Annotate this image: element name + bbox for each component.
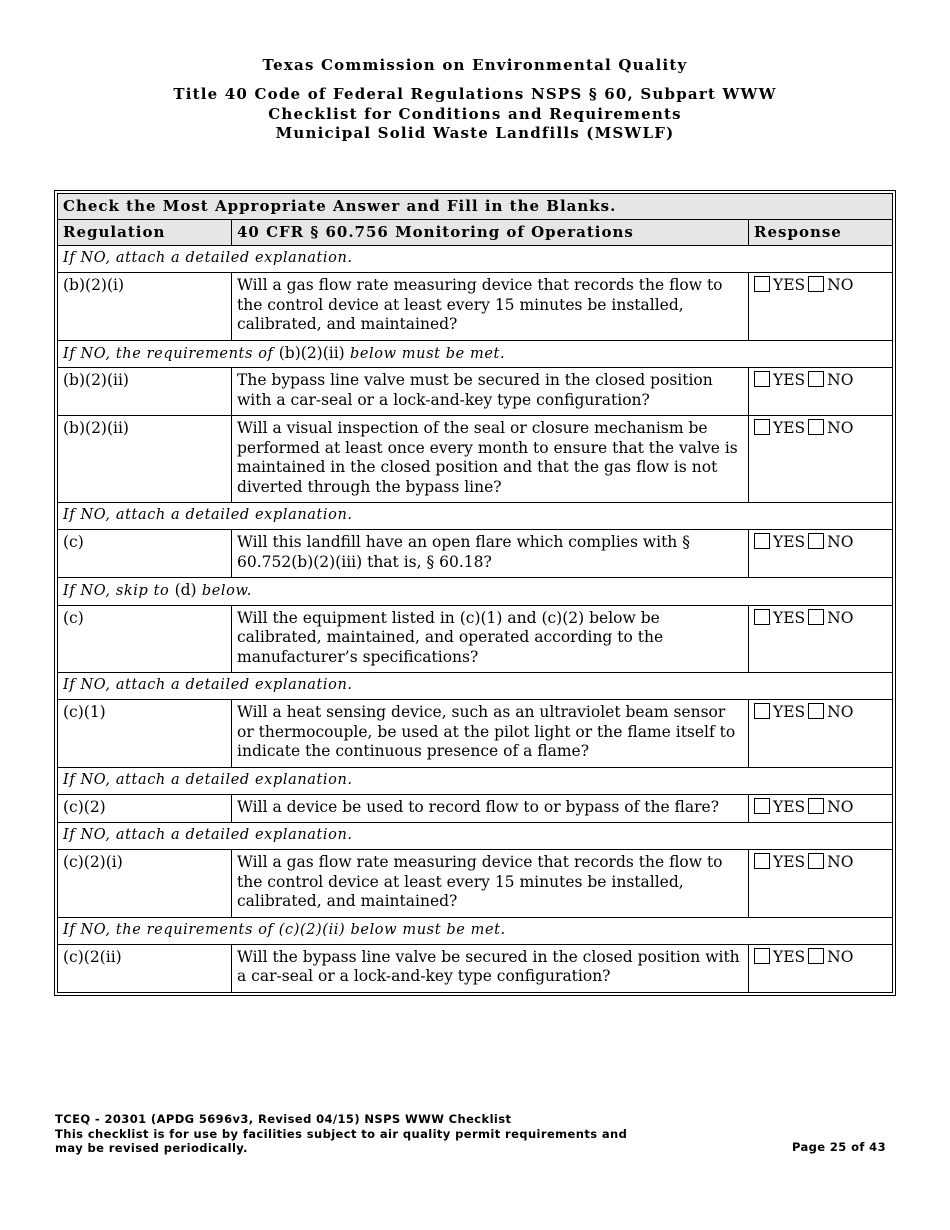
no-checkbox[interactable] (808, 798, 824, 814)
yes-checkbox[interactable] (754, 371, 770, 387)
footer-usage-line-1: This checklist is for use by facilities subject to air quality permit requirements and (55, 1126, 628, 1141)
question-cell: Will a device be used to record flow to or bypass of the flare? (232, 794, 749, 823)
instruction-note (58, 503, 893, 530)
no-checkbox[interactable] (808, 853, 824, 869)
response-cell (749, 368, 893, 416)
yes-checkbox[interactable] (754, 853, 770, 869)
question-cell: Will a gas flow rate measuring device that records the flow to the control device at least every 15 minutes be installed, calibrated, and maintained? (232, 850, 749, 918)
question-cell: The bypass line valve must be secured in the closed position with a car-seal or a lock-and-key type configuration? (232, 368, 749, 416)
question-cell: Will the equipment listed in (c)(1) and (c)(2) below be calibrated, maintained, and operated according to the manufacturer’s specifications? (232, 605, 749, 673)
no-label: NO (827, 533, 854, 551)
checklist-frame (54, 190, 896, 996)
regulation-cell: (c)(1) (58, 700, 232, 768)
regulation-cell: (b)(2)(i) (58, 273, 232, 341)
agency-title: Texas Commission on Environmental Quality (262, 56, 688, 74)
yes-checkbox[interactable] (754, 703, 770, 719)
question-cell: Will a gas flow rate measuring device that records the flow to the control device at least every 15 minutes be installed, calibrated, and maintained? (232, 273, 749, 341)
question-cell: Will the bypass line valve be secured in the closed position with a car-seal or a lock-and-key type configuration? (232, 944, 749, 992)
yes-label: YES (773, 947, 806, 966)
no-label: NO (827, 703, 854, 721)
instruction-note (58, 767, 893, 794)
note-text: If NO, attach a detailed explanation. (58, 673, 893, 700)
checklist-row (58, 944, 893, 992)
checklist-row (58, 850, 893, 918)
note-text: If NO, the requirements of (b)(2)(ii) below must be met. (58, 340, 893, 368)
instruction-text: Check the Most Appropriate Answer and Fill in the Blanks. (58, 194, 893, 220)
page-number: Page 25 of 43 (791, 1140, 886, 1154)
checklist-row (58, 605, 893, 673)
regulation-cell: (c)(2(ii) (58, 944, 232, 992)
col-section-header: 40 CFR § 60.756 Monitoring of Operations (232, 220, 749, 246)
instruction-note (58, 823, 893, 850)
checklist-row (58, 368, 893, 416)
no-label: NO (827, 608, 854, 627)
yes-checkbox[interactable] (754, 609, 770, 625)
column-header-row (58, 220, 893, 246)
col-response-header: Response (749, 220, 893, 246)
title-line-1: Title 40 Code of Federal Regulations NSPS § 60, Subpart WWW (173, 85, 777, 103)
no-checkbox[interactable] (808, 609, 824, 625)
checklist-row (58, 530, 893, 578)
col-regulation-header: Regulation (58, 220, 232, 246)
no-checkbox[interactable] (808, 371, 824, 387)
response-cell (749, 700, 893, 768)
note-text: If NO, skip to (d) below. (58, 578, 893, 606)
checklist-row (58, 273, 893, 341)
yes-label: YES (773, 371, 806, 389)
note-text: If NO, attach a detailed explanation. (58, 503, 893, 530)
instruction-row (58, 194, 893, 220)
response-cell (749, 850, 893, 918)
no-label: NO (827, 276, 854, 294)
yes-label: YES (773, 853, 806, 871)
instruction-note (58, 340, 893, 368)
response-cell (749, 794, 893, 823)
response-cell (749, 944, 893, 992)
question-cell: Will this landfill have an open flare which complies with § 60.752(b)(2)(iii) that is, § 60.18? (232, 530, 749, 578)
response-cell (749, 273, 893, 341)
note-text: If NO, attach a detailed explanation. (58, 246, 893, 273)
no-label: NO (827, 419, 854, 437)
no-checkbox[interactable] (808, 419, 824, 435)
yes-checkbox[interactable] (754, 798, 770, 814)
yes-label: YES (773, 533, 806, 551)
checklist-row (58, 794, 893, 823)
regulation-cell: (c) (58, 530, 232, 578)
checklist-row (58, 700, 893, 768)
yes-checkbox[interactable] (754, 419, 770, 435)
checklist-table (57, 193, 893, 993)
title-line-2: Checklist for Conditions and Requirements (268, 104, 682, 123)
instruction-note (58, 578, 893, 606)
title-line-3: Municipal Solid Waste Landfills (MSWLF) (275, 124, 675, 142)
footer-form-id: TCEQ - 20301 (APDG 5696v3, Revised 04/15) NSPS WWW Checklist (55, 1112, 512, 1126)
regulation-cell: (c)(2) (58, 794, 232, 823)
no-label: NO (827, 947, 854, 966)
response-cell (749, 416, 893, 503)
footer-form-info (55, 1112, 627, 1156)
yes-checkbox[interactable] (754, 276, 770, 292)
yes-label: YES (773, 608, 806, 627)
yes-label: YES (773, 419, 806, 437)
regulation-cell: (c)(2)(i) (58, 850, 232, 918)
yes-label: YES (773, 797, 806, 816)
no-label: NO (827, 853, 854, 871)
footer-usage-line-2: may be revised periodically. (55, 1141, 248, 1155)
yes-label: YES (773, 276, 806, 294)
note-text: If NO, attach a detailed explanation. (58, 767, 893, 794)
document-title (0, 85, 950, 144)
instruction-note (58, 917, 893, 944)
instruction-note (58, 246, 893, 273)
note-text: If NO, the requirements of (c)(2)(ii) below must be met. (58, 917, 893, 944)
no-checkbox[interactable] (808, 276, 824, 292)
response-cell (749, 530, 893, 578)
no-checkbox[interactable] (808, 948, 824, 964)
question-cell: Will a visual inspection of the seal or closure mechanism be performed at least once every month to ensure that the valve is maintained in the closed position and that the gas flow is not diverted through the bypass line? (232, 416, 749, 503)
yes-label: YES (773, 703, 806, 721)
regulation-cell: (c) (58, 605, 232, 673)
note-text: If NO, attach a detailed explanation. (58, 823, 893, 850)
yes-checkbox[interactable] (754, 948, 770, 964)
checklist-row (58, 416, 893, 503)
response-cell (749, 605, 893, 673)
no-label: NO (827, 371, 854, 389)
no-checkbox[interactable] (808, 533, 824, 549)
regulation-cell: (b)(2)(ii) (58, 416, 232, 503)
no-checkbox[interactable] (808, 703, 824, 719)
instruction-note (58, 673, 893, 700)
yes-checkbox[interactable] (754, 533, 770, 549)
regulation-cell: (b)(2)(ii) (58, 368, 232, 416)
question-cell: Will a heat sensing device, such as an ultraviolet beam sensor or thermocouple, be used at the pilot light or the flame itself to indicate the continuous presence of a flame? (232, 700, 749, 768)
no-label: NO (827, 797, 854, 816)
